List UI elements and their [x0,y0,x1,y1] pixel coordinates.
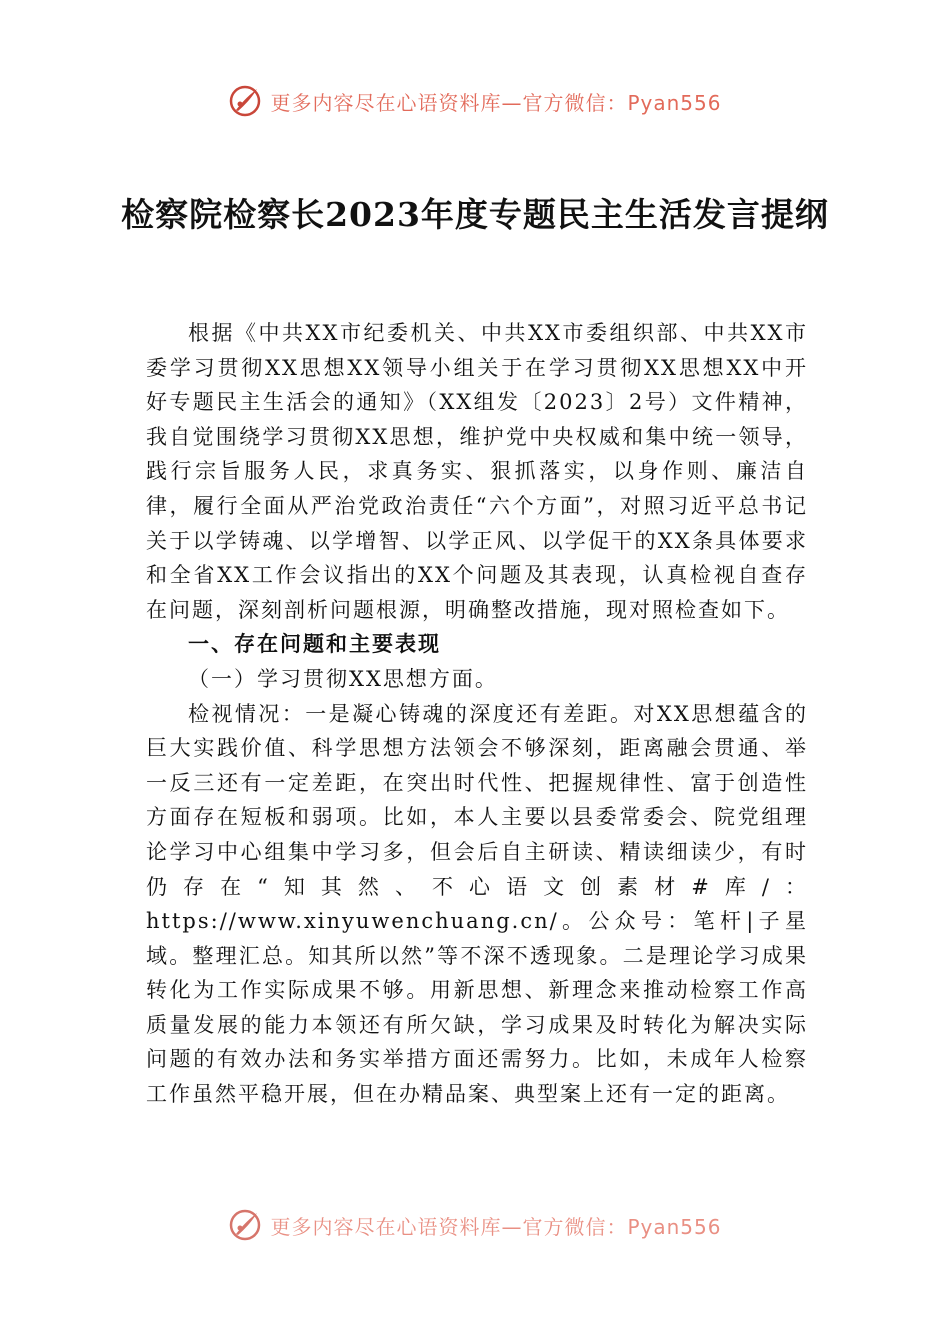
subsection-heading: （一）学习贯彻XX思想方面。 [188,666,498,691]
footer-watermark-text: 更多内容尽在心语资料库—官方微信：Pyan556 [270,1214,722,1239]
section-heading: 一、存在问题和主要表现 [188,632,441,657]
document-body [146,316,808,1112]
quill-circle-logo-icon [228,84,262,118]
quill-circle-logo-icon [228,1208,262,1242]
document-title: 检察院检察长2023年度专题民主生活发言提纲 [121,195,829,234]
header-watermark-text: 更多内容尽在心语资料库—官方微信：Pyan556 [270,90,722,115]
check-paragraph: 检视情况：一是凝心铸魂的深度还有差距。对XX思想蕴含的巨大实践价值、科学思想方法领会不够深刻，距离融会贯通、举一反三还有一定差距，在突出时代性、把握规律性、富于创造性方面存在短板和弱项。比如，本人主要以县委常委会、院党组理论学习中心组集中学习多，但会后自主研读、精读细读少，有时仍存在“知其然、不心语文创素材#库/：https://www.xinyuwenchuang.cn/。公众号：笔杆|子星域。整理汇总。知其所以然”等不深不透现象。二是理论学习成果转化为工作实际成果不够。用新思想、新理念来推动检察工作高质量发展的能力本领还有所欠缺，学习成果及时转化为解决实际问题的有效办法和务实举措方面还需努力。比如，未成年人检察工作虽然平稳开展，但在办精品案、典型案上还有一定的距离。 [146,701,808,1107]
header-watermark [0,84,950,118]
intro-paragraph: 根据《中共XX市纪委机关、中共XX市委组织部、中共XX市委学习贯彻XX思想XX领导小组关于在学习贯彻XX思想XX中开好专题民主生活会的通知》（XX组发〔2023〕2号）文件精神，我自觉围绕学习贯彻XX思想，维护党中央权威和集中统一领导，践行宗旨服务人民，求真务实、狠抓落实，以身作则、廉洁自律，履行全面从严治党政治责任“六个方面”，对照习近平总书记关于以学铸魂、以学增智、以学正风、以学促干的XX条具体要求和全省XX工作会议指出的XX个问题及其表现，认真检视自查存在问题，深刻剖析问题根源，明确整改措施，现对照检查如下。 [146,321,808,622]
footer-watermark [0,1208,950,1242]
